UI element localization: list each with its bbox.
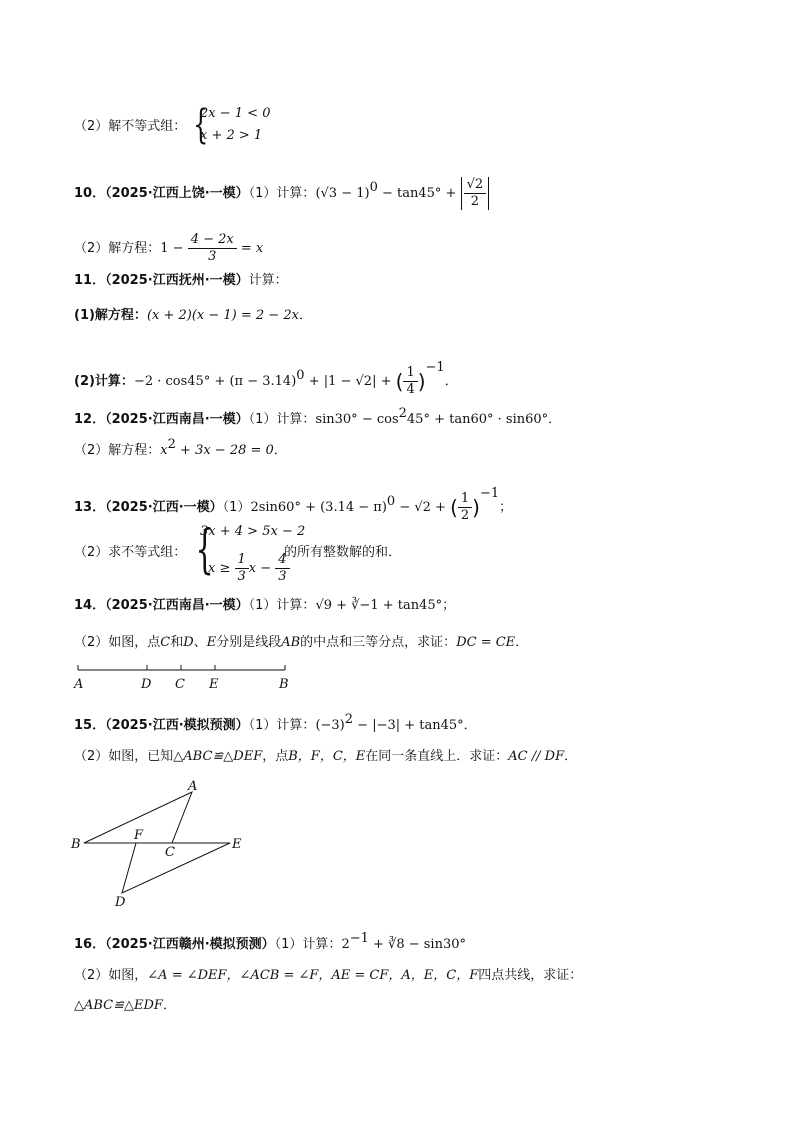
q15-source: （2025·江西·模拟预测） xyxy=(105,718,249,733)
q15-cong: △ABC≌△DEF xyxy=(173,749,263,764)
q14-C: C xyxy=(160,635,171,650)
q13-frac-den: 2 xyxy=(460,508,470,523)
q13-tail: 的所有整数解的和． xyxy=(284,545,402,560)
q13-frac-num: 1 xyxy=(458,491,472,508)
q11-p2-frac-den: 4 xyxy=(406,382,415,397)
q10-eq-pre: 1 − xyxy=(160,241,188,256)
q14-AB: AB xyxy=(281,635,301,650)
q10-eq-den: 3 xyxy=(208,249,217,264)
q14-D: D xyxy=(183,635,194,650)
q13-expr-b: − √2 + xyxy=(395,500,451,515)
q11-p1-expr: (x + 2)(x − 1) = 2 − 2x xyxy=(146,308,299,323)
q13-ineq2-fd1: 3 xyxy=(237,569,246,584)
q16-part2 xyxy=(74,966,582,986)
q12-part1 xyxy=(74,404,561,430)
q12-expr-a: sin30° − cos xyxy=(315,412,399,427)
q11-p1-label: (1)解方程： xyxy=(74,308,147,323)
q12-part2-label: （2）解方程： xyxy=(74,443,161,458)
label-B: B xyxy=(71,837,81,852)
q12-number: 12． xyxy=(74,412,106,427)
q10-exp-a: 0 xyxy=(369,180,378,195)
q12-end: ． xyxy=(548,412,562,427)
q11-tail: 计算： xyxy=(248,273,288,288)
q13-end: ； xyxy=(499,500,513,515)
q10-part1 xyxy=(74,177,489,210)
q12-eq-a: x xyxy=(160,443,168,458)
q14-E: E xyxy=(206,635,217,650)
q12-eq-exp: 2 xyxy=(167,437,176,452)
q14-proof: DC = CE xyxy=(456,635,516,650)
q13-ineq2-fn1: 1 xyxy=(235,552,249,569)
q11-part1 xyxy=(74,306,312,326)
q13-ineq2-b: x − xyxy=(248,561,276,576)
label-A: A xyxy=(74,677,84,692)
q14-p2-b: 和 xyxy=(170,635,184,650)
q10-eq-num: 4 − 2x xyxy=(188,232,237,249)
q11-number: 11． xyxy=(74,273,106,288)
q10-source: （2025·江西上饶·一模） xyxy=(105,186,249,201)
q10-expr-a: (√3 − 1) xyxy=(315,186,370,201)
q12-eq-b: + 3x − 28 = 0 xyxy=(175,443,274,458)
q15-triangle-figure xyxy=(68,776,258,910)
q14-p2-a: （2）如图，点 xyxy=(74,635,161,650)
q14-p2-e: 的中点和三等分点，求证： xyxy=(300,635,457,650)
q13-part1: 13．（2025·江西·一模）$(1)2\sin 60^\circ + (3.14 - \pi)^0 - √2$ + ( $\frac{1}{2}$ )$^{-1}$； xyxy=(74,486,513,523)
q9-ineq1: 2x − 1 < 0 xyxy=(200,106,271,121)
q15-proof-end: ． xyxy=(564,749,578,764)
q10-abs xyxy=(461,177,490,210)
q14-part1-label: （1）计算： xyxy=(248,598,316,613)
q13-ineq2-fn2: 4 xyxy=(275,552,289,569)
q14-proof-end: ． xyxy=(515,635,529,650)
label-B: B xyxy=(279,677,289,692)
q16-expr-a: 2 xyxy=(341,937,350,952)
label-D: D xyxy=(141,677,152,692)
q13-exp-b: −1 xyxy=(479,486,500,501)
q14-p2-d: 分别是线段 xyxy=(216,635,282,650)
q13-number: 13． xyxy=(74,500,106,515)
q14-source: （2025·江西南昌·一模） xyxy=(105,598,249,613)
q16-expr-b: + ∛8 − sin30° xyxy=(368,937,467,952)
q15-expr-a: (−3) xyxy=(315,718,345,733)
label-A: A xyxy=(188,779,198,794)
q15-pts: B，F，C，E xyxy=(288,749,366,764)
q11-part2: (2)计算：$-2 \cdot \cos 45^\circ + (\pi - 3.14)^0 + |1 - √2|$ + ( $\frac{1}{4}$ )$^{-1}$． xyxy=(74,360,458,397)
triangle-DEF xyxy=(122,843,230,893)
q11-p2-exp-a: 0 xyxy=(296,368,305,383)
q16-line2-end: ． xyxy=(162,998,176,1013)
q11-p2-exp-b: −1 xyxy=(425,360,445,375)
q14-p2-c: 、 xyxy=(193,635,207,650)
q10-frac-num: √2 xyxy=(464,177,487,194)
q13-source: （2025·江西·一模） xyxy=(105,500,223,515)
q10-expr-b: − tan45° + xyxy=(377,186,461,201)
q13-ineq2-a: x ≥ xyxy=(208,561,235,576)
q9-ineq2: x + 2 > 1 xyxy=(200,128,263,143)
label-C: C xyxy=(165,845,175,860)
q12-exp-a: 2 xyxy=(398,406,407,421)
label-C: C xyxy=(175,677,185,692)
q10-part2-label: （2）解方程： xyxy=(74,241,161,256)
q10-eq-post: = x xyxy=(236,241,264,256)
q10-part1-label: （1）计算： xyxy=(248,186,316,201)
q15-p2-c: 在同一条直线上．求证： xyxy=(365,749,509,764)
q15-part1 xyxy=(74,710,477,736)
q16-part1 xyxy=(74,929,466,955)
q14-part1 xyxy=(74,596,455,616)
q13-exp-a: 0 xyxy=(386,494,396,509)
q14-end: ； xyxy=(442,598,456,613)
q11-p2-frac-num: 1 xyxy=(403,365,417,382)
q15-exp-a: 2 xyxy=(344,712,354,727)
q11-head xyxy=(74,271,288,291)
q10-frac-den: 2 xyxy=(470,194,479,209)
q11-p2-expr-a: −2 · cos45° + (π − 3.14) xyxy=(133,374,297,389)
q12-eq-end: ． xyxy=(273,443,287,458)
q12-part2 xyxy=(74,435,287,461)
q13-ineq1: 3x + 4 > 5x − 2 xyxy=(200,524,306,539)
q15-part1-label: （1）计算： xyxy=(248,718,316,733)
q13-part1-label: （1） xyxy=(222,500,251,515)
brace: { xyxy=(195,520,214,580)
q16-source: （2025·江西赣州·模拟预测） xyxy=(105,937,275,952)
q15-expr-b: − |−3| + tan45° xyxy=(353,718,464,733)
q15-number: 15． xyxy=(74,718,106,733)
q16-cond: ∠A = ∠DEF，∠ACB = ∠F，AE = CF，A，E，C，F xyxy=(147,968,479,983)
q16-line2-expr: △ABC≌△EDF xyxy=(74,998,163,1013)
q16-line2 xyxy=(74,996,176,1016)
q16-p2-b: 四点共线，求证： xyxy=(478,968,583,983)
q11-source: （2025·江西抚州·一模） xyxy=(105,273,249,288)
q16-exp-a: −1 xyxy=(349,931,369,946)
label-D: D xyxy=(115,895,126,910)
q12-source: （2025·江西南昌·一模） xyxy=(105,412,249,427)
q11-p2-expr-b: + |1 − √2| + xyxy=(304,374,396,389)
q13-part2-label: （2）求不等式组： xyxy=(74,545,187,560)
q10-number: 10． xyxy=(74,186,106,201)
q15-p2-a: （2）如图，已知 xyxy=(74,749,174,764)
label-F: F xyxy=(134,828,144,843)
q12-expr-b: 45° + tan60° · sin60° xyxy=(406,412,549,427)
q14-part2 xyxy=(74,633,528,653)
q13-ineq2-fd2: 3 xyxy=(278,569,287,584)
q13-part2 xyxy=(74,543,186,563)
brace: { xyxy=(193,102,209,148)
q14-expr: √9 + ∛−1 + tan45° xyxy=(315,598,443,613)
q10-part2 xyxy=(74,232,263,265)
q11-p2-end: ． xyxy=(444,374,458,389)
label-E: E xyxy=(209,677,219,692)
q9-part2 xyxy=(74,117,186,137)
q14-segment-figure xyxy=(70,660,300,694)
q16-number: 16． xyxy=(74,937,106,952)
q12-part1-label: （1）计算： xyxy=(248,412,316,427)
q13-ineq2 xyxy=(208,552,290,585)
q15-part2 xyxy=(74,747,577,767)
q14-number: 14． xyxy=(74,598,106,613)
q16-p2-a: （2）如图， xyxy=(74,968,148,983)
q13-expr-a: 2sin60° + (3.14 − π) xyxy=(250,500,387,515)
label-E: E xyxy=(232,837,242,852)
q16-part1-label: （1）计算： xyxy=(274,937,342,952)
q15-p2-b: ，点 xyxy=(262,749,289,764)
q11-p1-end: ． xyxy=(298,308,312,323)
q15-end: ． xyxy=(463,718,477,733)
q9-part2-label: （2）解不等式组： xyxy=(74,119,187,134)
q11-p2-label: (2)计算： xyxy=(74,374,134,389)
q15-proof: AC // DF xyxy=(508,749,565,764)
